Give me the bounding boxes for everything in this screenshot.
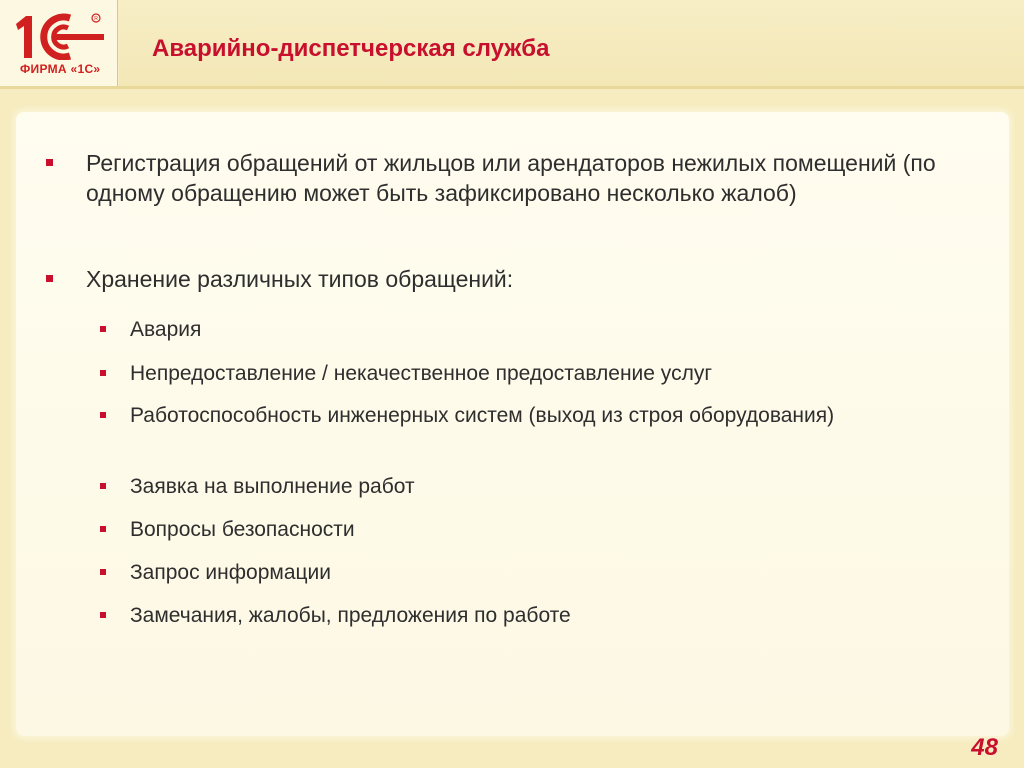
header-divider xyxy=(0,86,1024,89)
sub-list-item-text: Замечания, жалобы, предложения по работе xyxy=(130,604,571,627)
1c-logo-icon xyxy=(12,10,108,60)
square-bullet-icon xyxy=(100,569,106,575)
sub-list-item-text: Непредоставление / некачественное предоставление услуг xyxy=(130,362,712,385)
square-bullet-icon xyxy=(100,370,106,376)
sub-list-item-text: Заявка на выполнение работ xyxy=(130,475,415,498)
sub-list-item xyxy=(130,402,930,430)
sub-list-item xyxy=(130,516,930,544)
sub-list-item xyxy=(130,360,930,388)
square-bullet-icon xyxy=(100,326,106,332)
company-logo xyxy=(0,0,118,86)
svg-text:R: R xyxy=(94,16,98,22)
sub-list-item xyxy=(130,473,930,501)
square-bullet-icon xyxy=(100,526,106,532)
list-item-text: Хранение различных типов обращений: xyxy=(86,266,514,292)
slide-title: Аварийно-диспетчерская служба xyxy=(152,35,550,62)
sub-list-item-text: Работоспособность инженерных систем (выход из строя оборудования) xyxy=(130,404,835,427)
square-bullet-icon xyxy=(46,159,53,166)
logo-caption: ФИРМА «1С» xyxy=(20,62,101,76)
square-bullet-icon xyxy=(100,612,106,618)
sub-list-item-text: Авария xyxy=(130,318,202,341)
sub-list-item xyxy=(130,316,930,344)
square-bullet-icon xyxy=(100,412,106,418)
sub-list-item-text: Вопросы безопасности xyxy=(130,518,355,541)
page-number: 48 xyxy=(971,734,998,761)
sub-list-item xyxy=(130,559,930,587)
sub-list-item xyxy=(130,602,930,630)
list-item-text: Регистрация обращений от жильцов или арендаторов нежилых помещений (по одному обращению может быть зафиксировано несколько жалоб) xyxy=(86,150,936,206)
square-bullet-icon xyxy=(100,483,106,489)
sub-list-item-text: Запрос информации xyxy=(130,561,331,584)
square-bullet-icon xyxy=(46,275,53,282)
list-item xyxy=(86,264,966,294)
list-item xyxy=(86,148,966,208)
